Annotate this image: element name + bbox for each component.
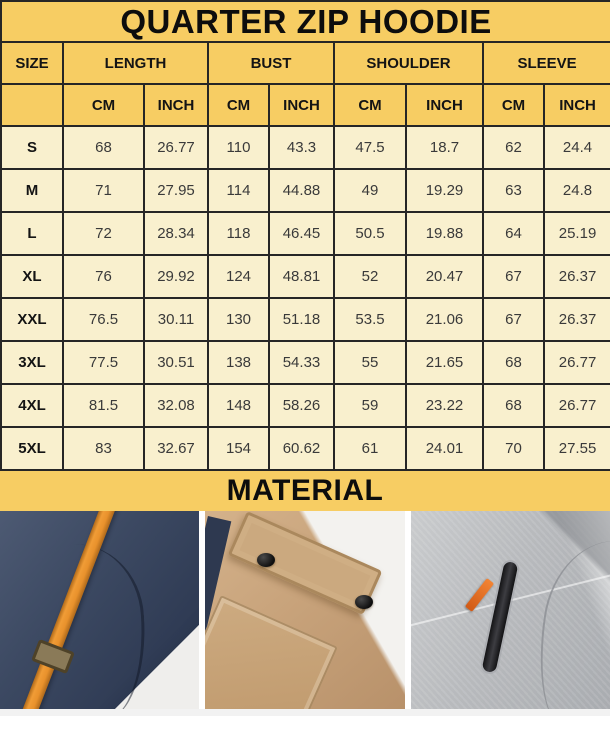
page-title: QUARTER ZIP HOODIE bbox=[1, 1, 610, 42]
bottom-margin bbox=[0, 709, 610, 716]
measurement-cell: 71 bbox=[63, 169, 144, 212]
measurement-cell: 48.81 bbox=[269, 255, 334, 298]
measurement-cell: 110 bbox=[208, 126, 269, 169]
table-row bbox=[1, 341, 610, 384]
measurement-cell: 81.5 bbox=[63, 384, 144, 427]
measurement-cell: 114 bbox=[208, 169, 269, 212]
measurement-cell: 50.5 bbox=[334, 212, 406, 255]
measurement-cell: 60.62 bbox=[269, 427, 334, 470]
gray-fleece-zipper-photo bbox=[411, 511, 610, 709]
measurement-cell: 32.08 bbox=[144, 384, 208, 427]
column-header-length: LENGTH bbox=[63, 42, 208, 84]
measurement-cell: 21.06 bbox=[406, 298, 483, 341]
size-label-cell: XXL bbox=[1, 298, 63, 341]
material-section-header bbox=[0, 471, 610, 511]
measurement-cell: 59 bbox=[334, 384, 406, 427]
measurement-cell: 47.5 bbox=[334, 126, 406, 169]
cargo-pocket-body bbox=[205, 595, 338, 709]
measurement-cell: 77.5 bbox=[63, 341, 144, 384]
measurement-cell: 67 bbox=[483, 298, 544, 341]
measurement-cell: 29.92 bbox=[144, 255, 208, 298]
measurement-cell: 64 bbox=[483, 212, 544, 255]
measurement-cell: 138 bbox=[208, 341, 269, 384]
measurement-cell: 27.95 bbox=[144, 169, 208, 212]
title-row bbox=[1, 1, 610, 42]
size-label-cell: M bbox=[1, 169, 63, 212]
measurement-cell: 23.22 bbox=[406, 384, 483, 427]
measurement-cell: 26.77 bbox=[544, 341, 610, 384]
measurement-cell: 24.8 bbox=[544, 169, 610, 212]
column-header-size: SIZE bbox=[1, 42, 63, 84]
measurement-cell: 26.37 bbox=[544, 298, 610, 341]
measurement-cell: 28.34 bbox=[144, 212, 208, 255]
measurement-cell: 18.7 bbox=[406, 126, 483, 169]
measurement-cell: 72 bbox=[63, 212, 144, 255]
material-heading: MATERIAL bbox=[226, 474, 384, 507]
measurement-cell: 19.29 bbox=[406, 169, 483, 212]
measurement-cell: 53.5 bbox=[334, 298, 406, 341]
blank-header-cell bbox=[1, 84, 63, 126]
unit-header-bust-cm: CM bbox=[208, 84, 269, 126]
size-label-cell: 3XL bbox=[1, 341, 63, 384]
measurement-cell: 52 bbox=[334, 255, 406, 298]
material-photo-strip bbox=[0, 511, 610, 709]
measurement-cell: 27.55 bbox=[544, 427, 610, 470]
measurement-cell: 43.3 bbox=[269, 126, 334, 169]
unit-header-length-inch: INCH bbox=[144, 84, 208, 126]
measurement-cell: 124 bbox=[208, 255, 269, 298]
measurement-cell: 26.77 bbox=[544, 384, 610, 427]
table-row bbox=[1, 126, 610, 169]
unit-header-bust-inch: INCH bbox=[269, 84, 334, 126]
measurement-cell: 25.19 bbox=[544, 212, 610, 255]
measurement-cell: 55 bbox=[334, 341, 406, 384]
measurement-cell: 26.37 bbox=[544, 255, 610, 298]
measurement-cell: 21.65 bbox=[406, 341, 483, 384]
measurement-cell: 44.88 bbox=[269, 169, 334, 212]
snap-button bbox=[355, 595, 373, 609]
measurement-cell: 68 bbox=[483, 341, 544, 384]
measurement-cell: 130 bbox=[208, 298, 269, 341]
measurement-cell: 62 bbox=[483, 126, 544, 169]
measurement-cell: 58.26 bbox=[269, 384, 334, 427]
unit-header-shoulder-inch: INCH bbox=[406, 84, 483, 126]
measurement-cell: 26.77 bbox=[144, 126, 208, 169]
measurement-cell: 68 bbox=[483, 384, 544, 427]
measurement-cell: 20.47 bbox=[406, 255, 483, 298]
table-row bbox=[1, 169, 610, 212]
size-label-cell: L bbox=[1, 212, 63, 255]
measurement-cell: 68 bbox=[63, 126, 144, 169]
fleece-raglan-seam bbox=[529, 532, 610, 709]
measurement-cell: 24.4 bbox=[544, 126, 610, 169]
khaki-fabric-snap-pocket-photo bbox=[205, 511, 404, 709]
measurement-cell: 83 bbox=[63, 427, 144, 470]
size-label-cell: XL bbox=[1, 255, 63, 298]
measurement-cell: 61 bbox=[334, 427, 406, 470]
table-row bbox=[1, 298, 610, 341]
column-header-bust: BUST bbox=[208, 42, 334, 84]
measurement-cell: 54.33 bbox=[269, 341, 334, 384]
measurement-cell: 63 bbox=[483, 169, 544, 212]
navy-fabric-orange-drawstring-photo bbox=[0, 511, 199, 709]
unit-header-row bbox=[1, 84, 610, 126]
size-chart-body bbox=[1, 126, 610, 470]
measurement-cell: 148 bbox=[208, 384, 269, 427]
size-label-cell: S bbox=[1, 126, 63, 169]
column-header-sleeve: SLEEVE bbox=[483, 42, 610, 84]
column-group-header-row bbox=[1, 42, 610, 84]
size-label-cell: 4XL bbox=[1, 384, 63, 427]
measurement-cell: 24.01 bbox=[406, 427, 483, 470]
column-header-shoulder: SHOULDER bbox=[334, 42, 483, 84]
measurement-cell: 19.88 bbox=[406, 212, 483, 255]
unit-header-sleeve-cm: CM bbox=[483, 84, 544, 126]
measurement-cell: 70 bbox=[483, 427, 544, 470]
measurement-cell: 118 bbox=[208, 212, 269, 255]
table-row bbox=[1, 255, 610, 298]
measurement-cell: 76.5 bbox=[63, 298, 144, 341]
table-row bbox=[1, 384, 610, 427]
measurement-cell: 154 bbox=[208, 427, 269, 470]
measurement-cell: 51.18 bbox=[269, 298, 334, 341]
measurement-cell: 49 bbox=[334, 169, 406, 212]
table-row bbox=[1, 212, 610, 255]
measurement-cell: 30.51 bbox=[144, 341, 208, 384]
unit-header-shoulder-cm: CM bbox=[334, 84, 406, 126]
measurement-cell: 30.11 bbox=[144, 298, 208, 341]
table-row bbox=[1, 427, 610, 470]
measurement-cell: 67 bbox=[483, 255, 544, 298]
size-label-cell: 5XL bbox=[1, 427, 63, 470]
unit-header-length-cm: CM bbox=[63, 84, 144, 126]
measurement-cell: 32.67 bbox=[144, 427, 208, 470]
measurement-cell: 76 bbox=[63, 255, 144, 298]
measurement-cell: 46.45 bbox=[269, 212, 334, 255]
unit-header-sleeve-inch: INCH bbox=[544, 84, 610, 126]
